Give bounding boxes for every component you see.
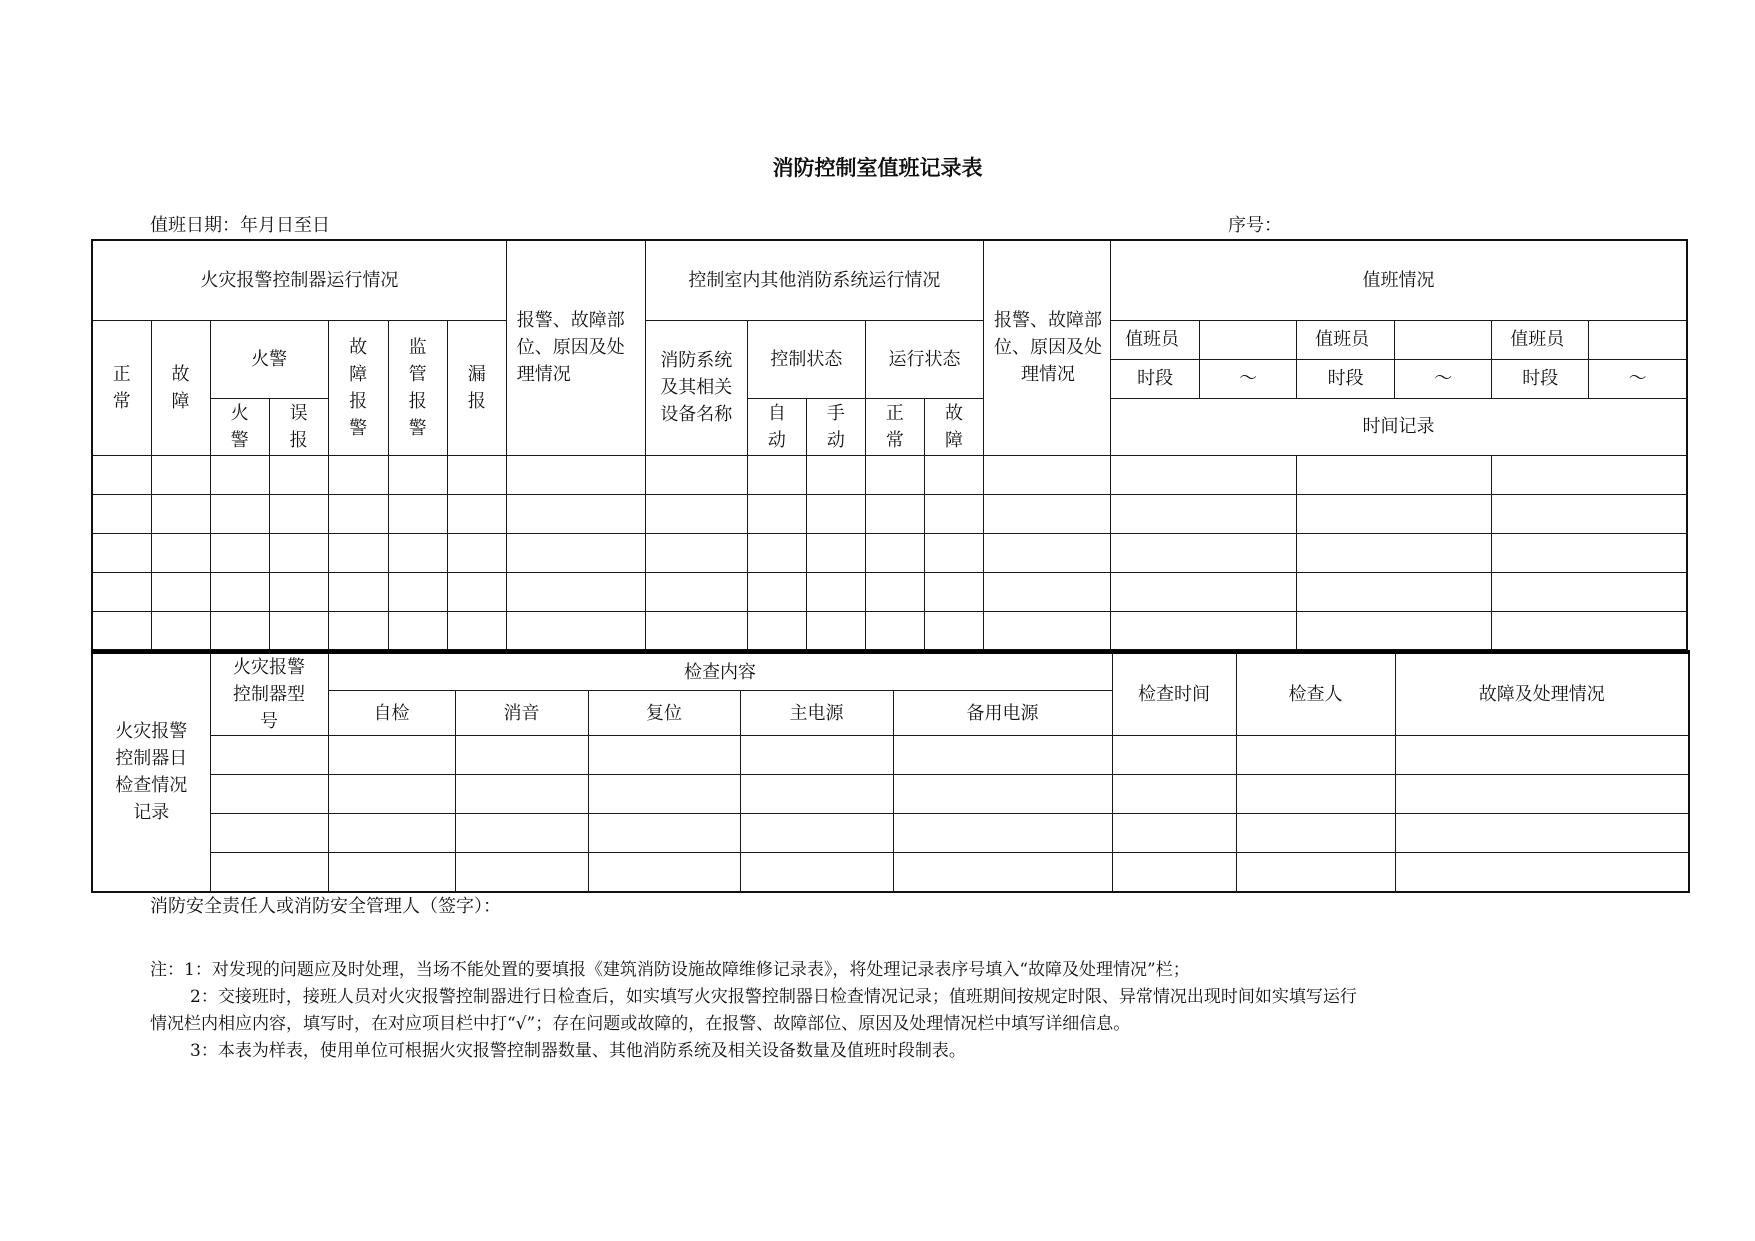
table-cell[interactable] [806,572,865,611]
period-value-2[interactable]: ～ [1395,359,1492,398]
table-cell[interactable] [328,611,388,650]
table-cell[interactable] [806,494,865,533]
table-cell[interactable] [328,572,388,611]
table-cell[interactable] [92,455,151,494]
table-cell[interactable] [1297,494,1492,533]
table-cell[interactable] [865,455,924,494]
run-fault-subheader: 故障 [924,398,983,455]
daily-check-section-label: 火灾报警控制器日检查情况记录 [92,652,210,892]
table-cell[interactable] [269,455,328,494]
note-2-continued: 情况栏内相应内容，填写时，在对应项目栏中打“√”；存在问题或故障的，在报警、故障部位、原因及处理情况栏中填写详细信息。 [150,1014,1131,1034]
table-cell[interactable] [328,533,388,572]
table-cell[interactable] [447,611,506,650]
table-cell[interactable] [92,611,151,650]
check-content-header: 检查内容 [328,652,1112,691]
table-cell[interactable] [151,572,210,611]
table-cell[interactable] [865,533,924,572]
table-cell[interactable] [1395,814,1689,853]
table-cell[interactable] [806,611,865,650]
table-cell[interactable] [210,611,269,650]
false-alarm-subheader: 误报 [269,398,328,455]
table-cell[interactable] [1111,611,1297,650]
table-cell[interactable] [210,572,269,611]
table-cell[interactable] [747,533,806,572]
duty-officer-label-2: 值班员 [1297,320,1395,359]
table-cell[interactable] [506,572,645,611]
table-cell[interactable] [210,494,269,533]
other-systems-status-header: 控制室内其他消防系统运行情况 [645,240,983,320]
period-value-3[interactable]: ～ [1589,359,1687,398]
table-cell[interactable] [269,533,328,572]
table-row [92,533,1687,572]
run-state-header: 运行状态 [865,320,983,398]
signature-line: 消防安全责任人或消防安全管理人（签字）： [150,896,501,917]
table-row [92,853,1689,892]
table-cell[interactable] [984,455,1111,494]
table-cell[interactable] [1112,853,1236,892]
table-cell[interactable] [806,455,865,494]
table-cell[interactable] [1297,572,1492,611]
table-cell[interactable] [984,494,1111,533]
table-cell[interactable] [151,455,210,494]
table-cell[interactable] [210,775,328,814]
table-cell[interactable] [984,611,1111,650]
table-cell[interactable] [740,853,893,892]
table-cell[interactable] [865,494,924,533]
table-cell[interactable] [92,572,151,611]
table-cell[interactable] [1236,736,1395,775]
table-cell[interactable] [447,494,506,533]
daily-check-table [91,650,1690,893]
note-1: 注：1：对发现的问题应及时处理，当场不能处置的要填报《建筑消防设施故障维修记录表》，将处理记录表序号填入“故障及处理情况”栏； [150,960,1190,980]
supervisory-alarm-header: 监管报警 [388,320,447,455]
table-cell[interactable] [645,494,747,533]
table-cell[interactable] [328,494,388,533]
table-cell[interactable] [210,455,269,494]
table-cell[interactable] [645,533,747,572]
table-cell[interactable] [1112,814,1236,853]
table-cell[interactable] [447,572,506,611]
table-cell[interactable] [740,814,893,853]
table-cell[interactable] [924,455,983,494]
table-cell[interactable] [151,533,210,572]
fire-alarm-header: 火警 [210,320,328,398]
table-cell[interactable] [455,814,588,853]
duty-officer-label-1: 值班员 [1111,320,1200,359]
table-cell[interactable] [1111,572,1297,611]
table-cell[interactable] [740,736,893,775]
table-cell[interactable] [388,494,447,533]
table-cell[interactable] [740,775,893,814]
table-cell[interactable] [1112,736,1236,775]
table-cell[interactable] [506,455,645,494]
duty-date-label: 值班日期：年月日至日 [150,215,330,236]
note-3: 3：本表为样表，使用单位可根据火灾报警控制器数量、其他消防系统及相关设备数量及值班时段制表。 [190,1041,966,1061]
table-cell[interactable] [447,455,506,494]
table-cell[interactable] [210,533,269,572]
table-cell[interactable] [1111,533,1297,572]
period-value-1[interactable]: ～ [1200,359,1297,398]
table-cell[interactable] [645,572,747,611]
table-cell[interactable] [924,611,983,650]
table-cell[interactable] [893,814,1112,853]
table-cell[interactable] [269,611,328,650]
reset-header: 复位 [588,691,740,736]
mute-header: 消音 [455,691,588,736]
period-label-2: 时段 [1297,359,1395,398]
table-cell[interactable] [924,494,983,533]
table-cell[interactable] [645,611,747,650]
table-row [92,494,1687,533]
table-cell[interactable] [1395,736,1689,775]
table-cell[interactable] [269,494,328,533]
table-row [92,611,1687,650]
table-cell[interactable] [388,533,447,572]
table-cell[interactable] [984,572,1111,611]
table-cell[interactable] [210,814,328,853]
table-cell[interactable] [588,775,740,814]
fire-controller-status-header: 火灾报警控制器运行情况 [92,240,506,320]
table-cell[interactable] [328,853,455,892]
controller-model-header: 火灾报警控制器型号 [210,652,328,736]
control-state-header: 控制状态 [747,320,865,398]
table-cell[interactable] [151,494,210,533]
duty-officer-value-1[interactable] [1200,320,1297,359]
fire-subheader: 火警 [210,398,269,455]
table-cell[interactable] [328,455,388,494]
manual-subheader: 手动 [806,398,865,455]
table-cell[interactable] [506,494,645,533]
table-cell[interactable] [455,736,588,775]
table-cell[interactable] [455,853,588,892]
table-cell[interactable] [1492,533,1687,572]
table-cell[interactable] [506,533,645,572]
table-cell[interactable] [747,494,806,533]
alarm-fault-handling-header-right: 报警、故障部位、原因及处理情况 [984,240,1111,455]
table-row [92,572,1687,611]
table-cell[interactable] [1492,494,1687,533]
table-row [92,736,1689,775]
table-cell[interactable] [328,736,455,775]
table-cell[interactable] [388,455,447,494]
table-cell[interactable] [806,533,865,572]
check-time-header: 检查时间 [1112,652,1236,736]
run-normal-subheader: 正常 [865,398,924,455]
table-cell[interactable] [588,736,740,775]
duty-officer-label-3: 值班员 [1492,320,1589,359]
table-cell[interactable] [447,533,506,572]
inspector-header: 检查人 [1236,652,1395,736]
table-cell[interactable] [1297,455,1492,494]
fault-handling-header: 故障及处理情况 [1395,652,1689,736]
table-cell[interactable] [893,736,1112,775]
table-cell[interactable] [984,533,1111,572]
table-cell[interactable] [865,572,924,611]
table-cell[interactable] [645,455,747,494]
table-row [92,814,1689,853]
auto-subheader: 自动 [747,398,806,455]
duty-record-table [91,239,1688,651]
time-record-header: 时间记录 [1111,398,1687,455]
table-cell[interactable] [269,572,328,611]
table-cell[interactable] [1236,853,1395,892]
table-cell[interactable] [92,494,151,533]
table-cell[interactable] [388,611,447,650]
table-cell[interactable] [1297,533,1492,572]
table-cell[interactable] [151,611,210,650]
backup-power-header: 备用电源 [893,691,1112,736]
table-cell[interactable] [1111,494,1297,533]
serial-number-label: 序号： [1228,215,1282,236]
period-label-3: 时段 [1492,359,1589,398]
table-cell[interactable] [924,572,983,611]
table-cell[interactable] [1492,455,1687,494]
missed-report-header: 漏报 [447,320,506,455]
table-cell[interactable] [92,533,151,572]
duty-officer-value-3[interactable] [1589,320,1687,359]
table-cell[interactable] [328,775,455,814]
system-name-header: 消防系统及其相关设备名称 [645,320,747,455]
table-cell[interactable] [1395,853,1689,892]
table-cell[interactable] [1297,611,1492,650]
page-title: 消防控制室值班记录表 [772,156,983,180]
table-cell[interactable] [506,611,645,650]
fault-alarm-header: 故障报警 [328,320,388,455]
table-cell[interactable] [210,736,328,775]
table-cell[interactable] [1236,814,1395,853]
table-cell[interactable] [1112,775,1236,814]
table-cell[interactable] [893,775,1112,814]
table-cell[interactable] [893,853,1112,892]
table-cell[interactable] [747,455,806,494]
normal-header: 正常 [92,320,151,455]
table-row [92,775,1689,814]
alarm-fault-handling-header-left: 报警、故障部位、原因及处理情况 [506,240,645,455]
table-cell[interactable] [1395,775,1689,814]
table-cell[interactable] [1236,775,1395,814]
fault-header: 故障 [151,320,210,455]
table-cell[interactable] [328,814,455,853]
duty-status-header: 值班情况 [1111,240,1687,320]
table-cell[interactable] [1492,572,1687,611]
table-cell[interactable] [210,853,328,892]
table-cell[interactable] [1492,611,1687,650]
self-check-header: 自检 [328,691,455,736]
table-cell[interactable] [588,814,740,853]
table-cell[interactable] [588,853,740,892]
note-2: 2：交接班时，接班人员对火灾报警控制器进行日检查后，如实填写火灾报警控制器日检查情况记录；值班期间按规定时限、异常情况出现时间如实填写运行 [190,987,1357,1007]
table-cell[interactable] [747,572,806,611]
table-cell[interactable] [865,611,924,650]
table-cell[interactable] [747,611,806,650]
duty-officer-value-2[interactable] [1395,320,1492,359]
main-power-header: 主电源 [740,691,893,736]
table-cell[interactable] [1111,455,1297,494]
period-label-1: 时段 [1111,359,1200,398]
table-cell[interactable] [455,775,588,814]
table-cell[interactable] [924,533,983,572]
table-row [92,455,1687,494]
table-cell[interactable] [388,572,447,611]
